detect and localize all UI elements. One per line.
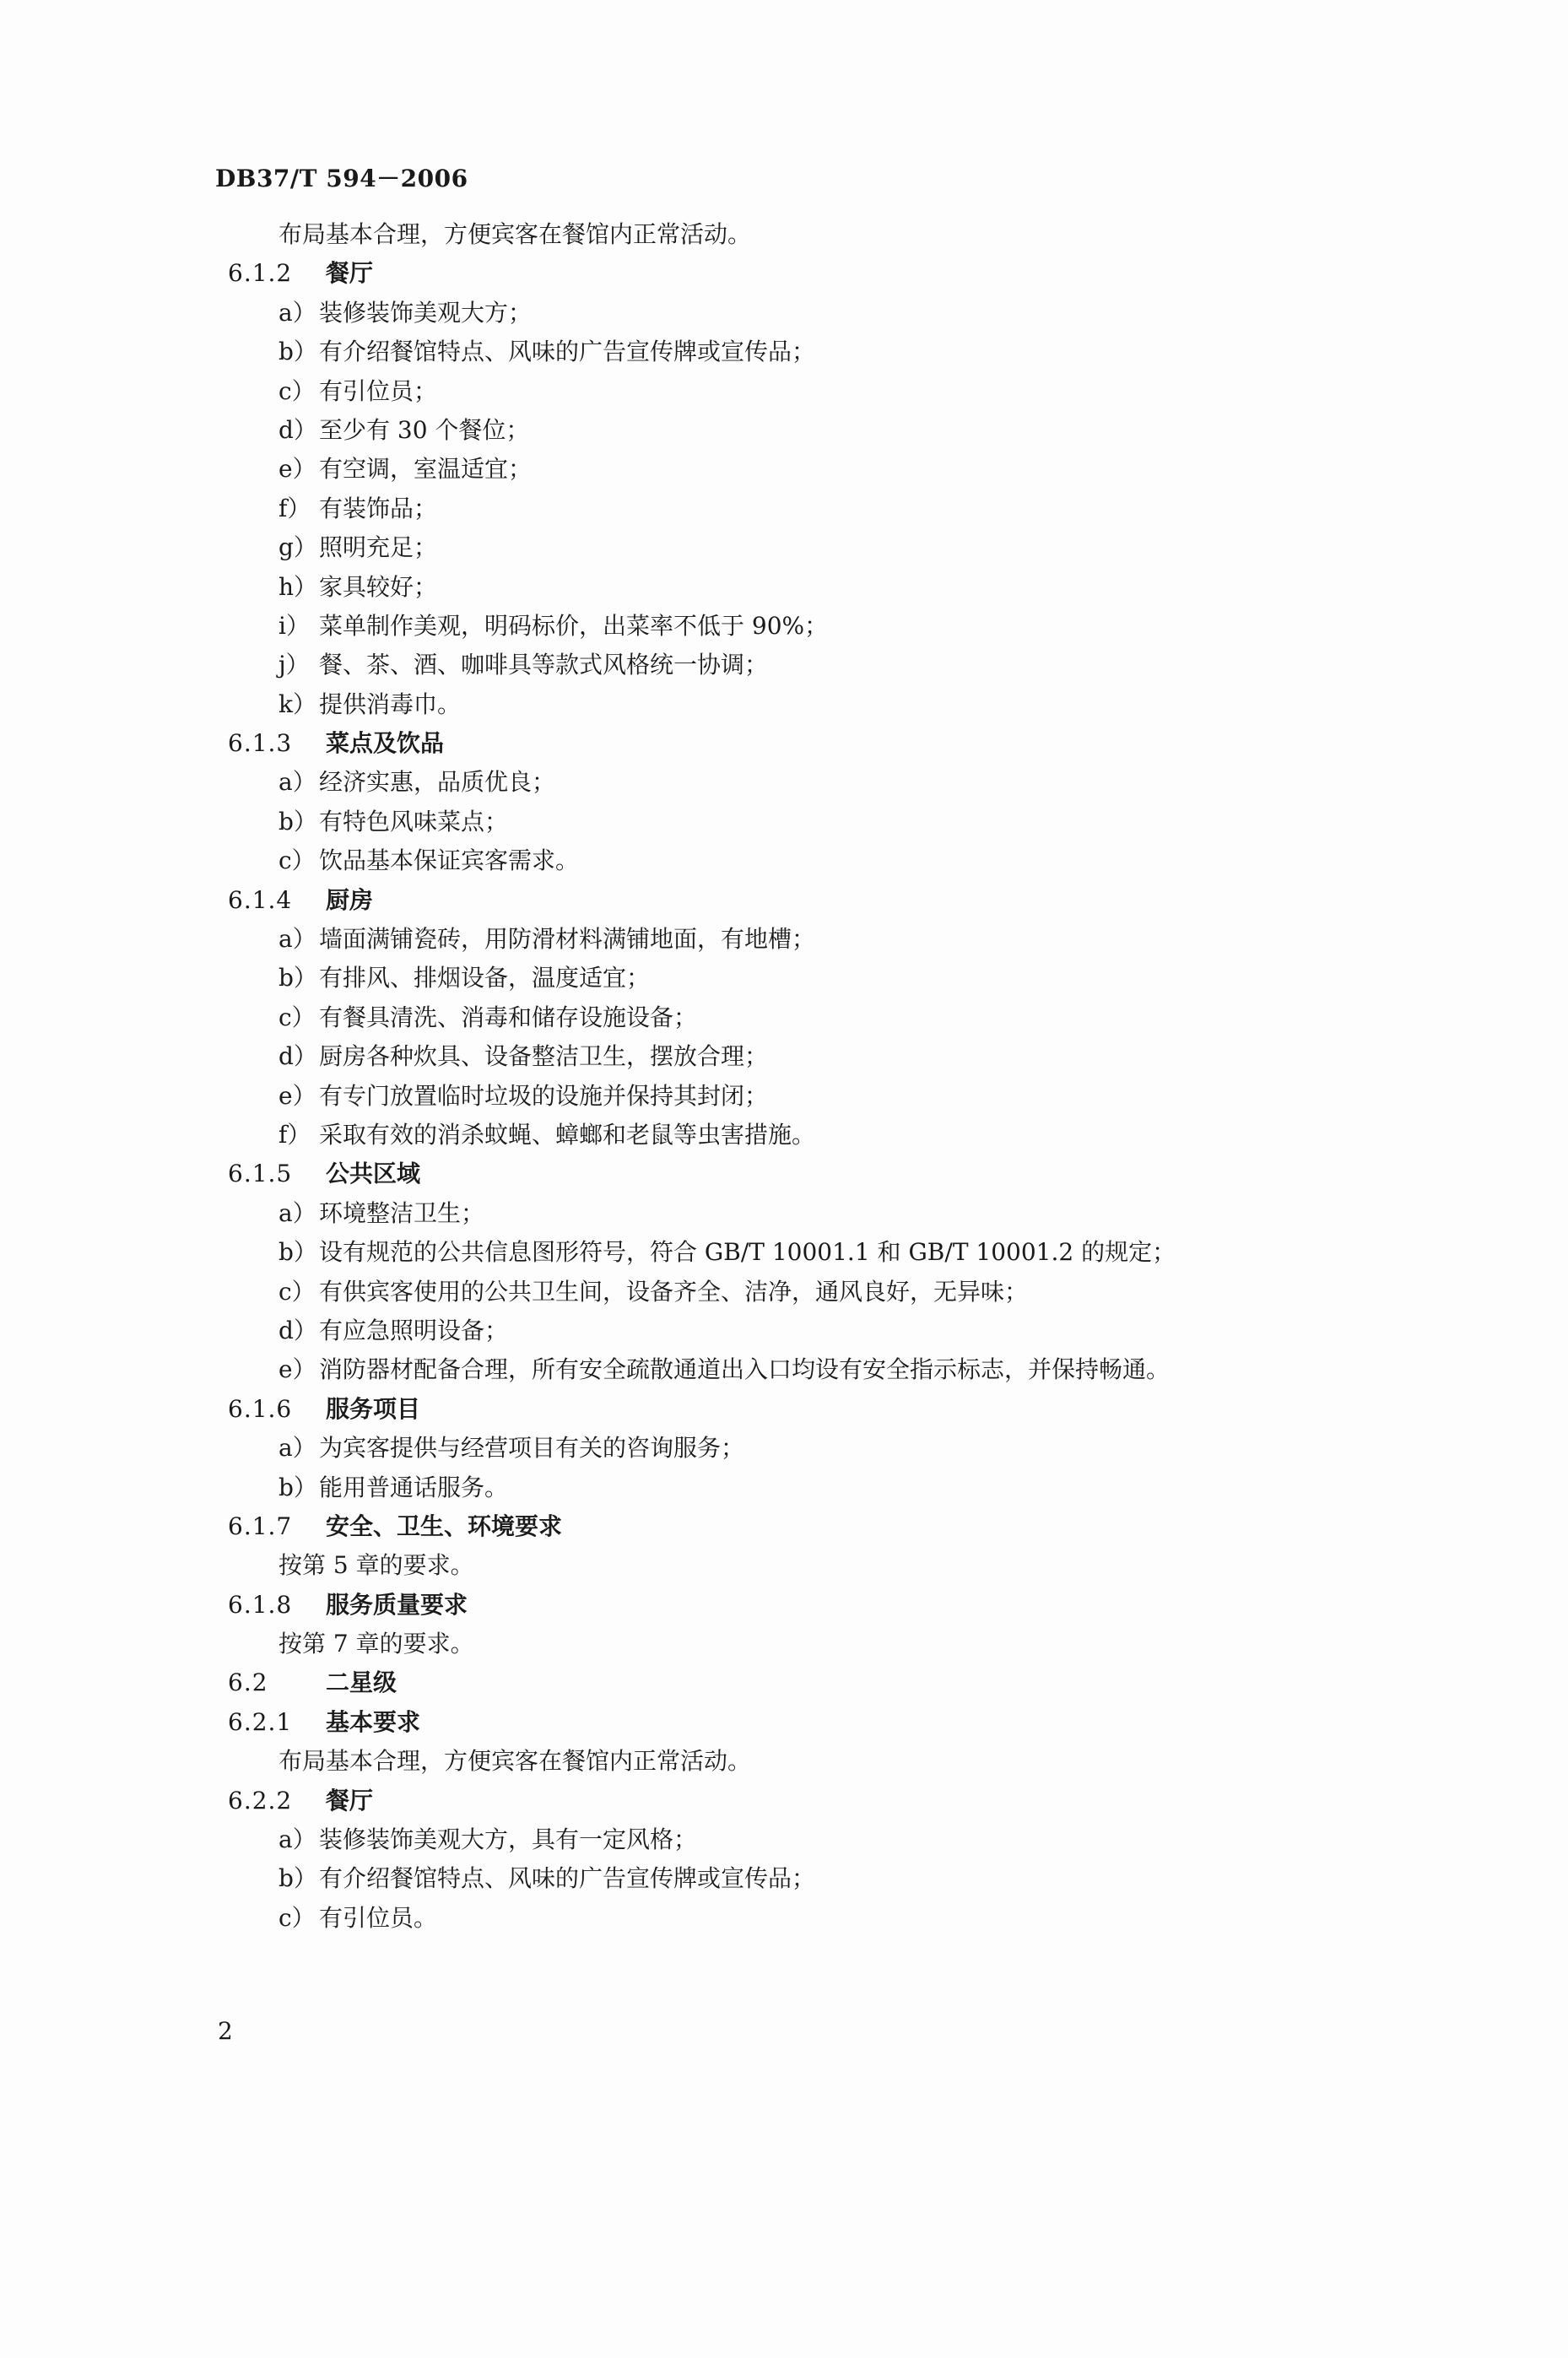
list-item-text: 能用普通话服务。 [319,1473,509,1501]
list-item [0,294,1568,333]
list-marker: f） [278,1120,311,1149]
list-marker: b） [278,807,317,836]
section-title: 餐厅 [326,259,374,288]
list-marker: d） [278,1042,317,1071]
list-item [0,411,1568,450]
section-title: 餐厅 [326,1786,374,1814]
list-marker: a） [278,1198,316,1227]
list-item-text: 有引位员； [319,376,438,405]
section-title: 菜点及饮品 [326,729,445,758]
list-item [0,803,1568,841]
list-item-text: 装修装饰美观大方，具有一定风格； [319,1825,698,1854]
list-item-text: 消防器材配备合理，所有安全疏散通道出入口均设有安全指示标志，并保持畅通。 [319,1355,1171,1384]
list-item [0,1077,1568,1116]
list-marker: a） [278,768,316,797]
list-item [0,1820,1568,1859]
list-marker: b） [278,1864,317,1893]
list-item [0,646,1568,684]
list-item [0,1233,1568,1272]
list-item-text: 有装饰品； [319,494,438,522]
list-item [0,489,1568,528]
list-item [0,920,1568,959]
list-item-text: 有专门放置临时垃圾的设施并保持其封闭； [319,1081,769,1110]
list-item [0,1273,1568,1312]
list-item-text: 有供宾客使用的公共卫生间，设备齐全、洁净，通风良好，无异味； [319,1277,1029,1306]
section-heading [0,254,1568,293]
list-marker: j） [278,651,310,679]
list-item-text: 有特色风味菜点； [319,807,509,836]
list-item-text: 照明充足； [319,533,438,562]
section-number: 6.1.2 [228,259,293,288]
list-item-text: 有应急照明设备； [319,1316,509,1344]
list-item [0,1194,1568,1233]
list-item [0,998,1568,1037]
list-marker: c） [278,1277,316,1306]
section-number: 6.1.7 [228,1512,293,1540]
paragraph: 布局基本合理，方便宾客在餐馆内正常活动。 [278,220,752,248]
list-item [0,1037,1568,1076]
paragraph: 布局基本合理，方便宾客在餐馆内正常活动。 [278,1747,752,1776]
list-marker: i） [278,611,310,640]
list-marker: a） [278,1825,316,1854]
list-item-text: 为宾客提供与经营项目有关的咨询服务； [319,1434,745,1463]
list-marker: e） [278,1355,316,1384]
list-marker: c） [278,1003,316,1031]
list-marker: a） [278,925,316,954]
list-marker: b） [278,338,317,366]
standard-code: DB37/T 594－2006 [215,165,468,192]
section-heading [0,881,1568,920]
section-title: 公共区域 [326,1160,421,1188]
section-number: 6.1.3 [228,729,293,758]
section-title: 厨房 [326,885,374,914]
list-marker: c） [278,1903,316,1932]
list-item [0,1350,1568,1389]
list-item-text: 有排风、排烟设备，温度适宜； [319,964,651,992]
list-item [0,372,1568,411]
list-item-text: 家具较好； [319,572,438,601]
list-item-text: 有空调，室温适宜； [319,455,533,484]
list-marker: b） [278,964,317,992]
list-item-text: 设有规范的公共信息图形符号，符合 GB/T 10001.1 和 GB/T 10001.2 的规定； [319,1238,1176,1267]
list-item-text: 经济实惠，品质优良； [319,768,556,797]
list-item-text: 有介绍餐馆特点、风味的广告宣传牌或宣传品； [319,338,816,366]
list-item-text: 餐、茶、酒、咖啡具等款式风格统一协调； [319,651,769,679]
section-title: 服务项目 [326,1394,421,1423]
list-item-text: 有引位员。 [319,1903,438,1932]
section-number: 6.1.5 [228,1160,293,1188]
section-heading [0,1155,1568,1193]
list-marker: b） [278,1473,317,1501]
list-item [0,1468,1568,1507]
section-number: 6.2.2 [228,1786,293,1814]
list-item [0,1312,1568,1350]
list-item [0,763,1568,802]
list-item [0,528,1568,567]
list-marker: h） [278,572,318,601]
list-item [0,1116,1568,1155]
list-marker: d） [278,415,317,444]
paragraph: 按第 5 章的要求。 [278,1551,474,1580]
section-heading [0,1586,1568,1625]
list-item [0,841,1568,880]
list-item [0,1859,1568,1898]
list-item [0,607,1568,646]
list-marker: g） [278,533,317,562]
list-item-text: 提供消毒巾。 [319,690,462,718]
section-number: 6.2 [228,1668,268,1697]
list-item [0,959,1568,998]
list-item-text: 厨房各种炊具、设备整洁卫生，摆放合理； [319,1042,769,1071]
paragraph: 按第 7 章的要求。 [278,1630,474,1658]
list-item [0,450,1568,489]
list-item-text: 有餐具清洗、消毒和储存设施设备； [319,1003,698,1031]
section-number: 6.1.8 [228,1590,293,1619]
section-number: 6.1.4 [228,885,293,914]
list-item-text: 环境整洁卫生； [319,1198,485,1227]
section-heading [0,1782,1568,1820]
page-number: 2 [218,2017,233,2045]
list-item-text: 至少有 30 个餐位； [319,415,530,444]
section-heading [0,1703,1568,1742]
list-marker: b） [278,1238,317,1267]
list-item [0,333,1568,371]
list-item [0,1899,1568,1938]
list-item [0,568,1568,607]
list-marker: d） [278,1316,317,1344]
list-marker: f） [278,494,311,522]
section-number: 6.1.6 [228,1394,293,1423]
list-marker: c） [278,846,316,875]
list-marker: c） [278,376,316,405]
section-title: 服务质量要求 [326,1590,468,1619]
section-number: 6.2.1 [228,1707,293,1736]
section-title: 二星级 [326,1668,397,1697]
section-title: 基本要求 [326,1707,421,1736]
section-heading [0,1507,1568,1546]
list-item [0,685,1568,724]
list-item [0,1429,1568,1468]
list-item-text: 墙面满铺瓷砖，用防滑材料满铺地面，有地槽； [319,925,816,954]
section-heading [0,1390,1568,1429]
section-title: 安全、卫生、环境要求 [326,1512,563,1540]
list-marker: k） [278,690,316,718]
list-marker: a） [278,298,316,327]
list-item-text: 有介绍餐馆特点、风味的广告宣传牌或宣传品； [319,1864,816,1893]
list-item-text: 饮品基本保证宾客需求。 [319,846,580,875]
document-body [0,215,1568,1938]
section-heading [0,1663,1568,1702]
list-item-text: 菜单制作美观，明码标价，出菜率不低于 90%； [319,611,829,640]
section-heading [0,724,1568,763]
list-item-text: 采取有效的消杀蚊蝇、蟑螂和老鼠等虫害措施。 [319,1120,816,1149]
list-item-text: 装修装饰美观大方； [319,298,533,327]
list-marker: a） [278,1434,316,1463]
list-marker: e） [278,1081,316,1110]
list-marker: e） [278,455,316,484]
